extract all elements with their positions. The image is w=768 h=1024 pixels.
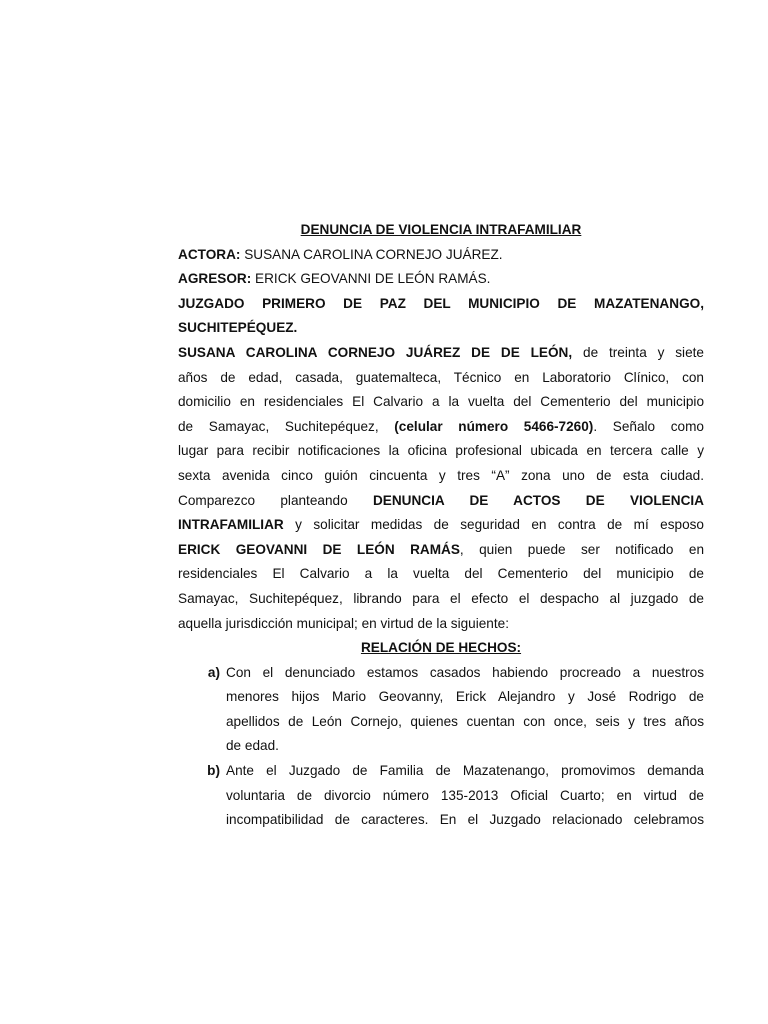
section-title: RELACIÓN DE HECHOS: xyxy=(360,640,522,656)
item-line: voluntaria de divorcio número 135-2013 Oficial Cuarto; en virtud de xyxy=(226,787,704,803)
body-line-5: lugar para recibir notificaciones la oficina profesional ubicada en tercera calle y xyxy=(178,443,704,459)
body-line-12: aquella jurisdicción municipal; en virtud de la siguiente: xyxy=(178,615,509,631)
agresor-value: ERICK GEOVANNI DE LEÓN RAMÁS. xyxy=(251,271,491,287)
body-line-6: sexta avenida cinco guión cincuenta y tres “A” zona uno de esta ciudad. xyxy=(178,467,704,483)
body-line-7: Comparezco planteando DENUNCIA DE ACTOS DE VIOLENCIA xyxy=(178,492,704,508)
court-line-1: JUZGADO PRIMERO DE PAZ DEL MUNICIPIO DE MAZATENANGO, xyxy=(178,295,704,311)
item-line: menores hijos Mario Geovanny, Erick Alejandro y José Rodrigo de xyxy=(226,689,704,705)
body-line-3: domicilio en residenciales El Calvario a la vuelta del Cementerio del municipio xyxy=(178,394,704,410)
agresor-label: AGRESOR: xyxy=(178,271,252,287)
item-line: de edad. xyxy=(226,738,279,754)
actora-line xyxy=(178,243,704,268)
list-marker: a) xyxy=(207,664,220,680)
agresor-line xyxy=(178,267,704,292)
document-title: DENUNCIA DE VIOLENCIA INTRAFAMILIAR xyxy=(300,222,582,237)
list-item xyxy=(178,661,704,759)
list-item xyxy=(178,759,704,833)
list-marker: b) xyxy=(207,763,220,779)
list-item-body xyxy=(226,661,704,759)
item-line: apellidos de León Cornejo, quienes cuentan con once, seis y tres años xyxy=(226,713,704,729)
body-line-11: Samayac, Suchitepéquez, librando para el efecto el despacho al juzgado de xyxy=(178,590,704,606)
body-line-10: residenciales El Calvario a la vuelta del Cementerio del municipio de xyxy=(178,566,704,582)
document-page xyxy=(178,218,704,833)
phone-number: (celular número 5466-7260) xyxy=(394,418,594,434)
body-line-9: ERICK GEOVANNI DE LEÓN RAMÁS, quien puede ser notificado en xyxy=(178,541,704,557)
body-line-4: de Samayac, Suchitepéquez, (celular número 5466-7260). Señalo como xyxy=(178,418,704,434)
list-item-body xyxy=(226,759,704,833)
actora-label: ACTORA: xyxy=(178,246,241,262)
actora-value: SUSANA CAROLINA CORNEJO JUÁREZ. xyxy=(240,246,503,262)
body-line-2: años de edad, casada, guatemalteca, Técnico en Laboratorio Clínico, con xyxy=(178,369,704,385)
item-line: Ante el Juzgado de Familia de Mazatenango, promovimos demanda xyxy=(226,763,704,779)
body-line-8: INTRAFAMILIAR y solicitar medidas de seguridad en contra de mí esposo xyxy=(178,517,704,533)
item-line: incompatibilidad de caracteres. En el Juzgado relacionado celebramos xyxy=(226,812,704,828)
item-line: Con el denunciado estamos casados habiendo procreado a nuestros xyxy=(226,664,704,680)
court-line-2: SUCHITEPÉQUEZ. xyxy=(178,320,298,336)
body-line-1: SUSANA CAROLINA CORNEJO JUÁREZ DE DE LEÓN, de treinta y siete xyxy=(178,344,704,360)
